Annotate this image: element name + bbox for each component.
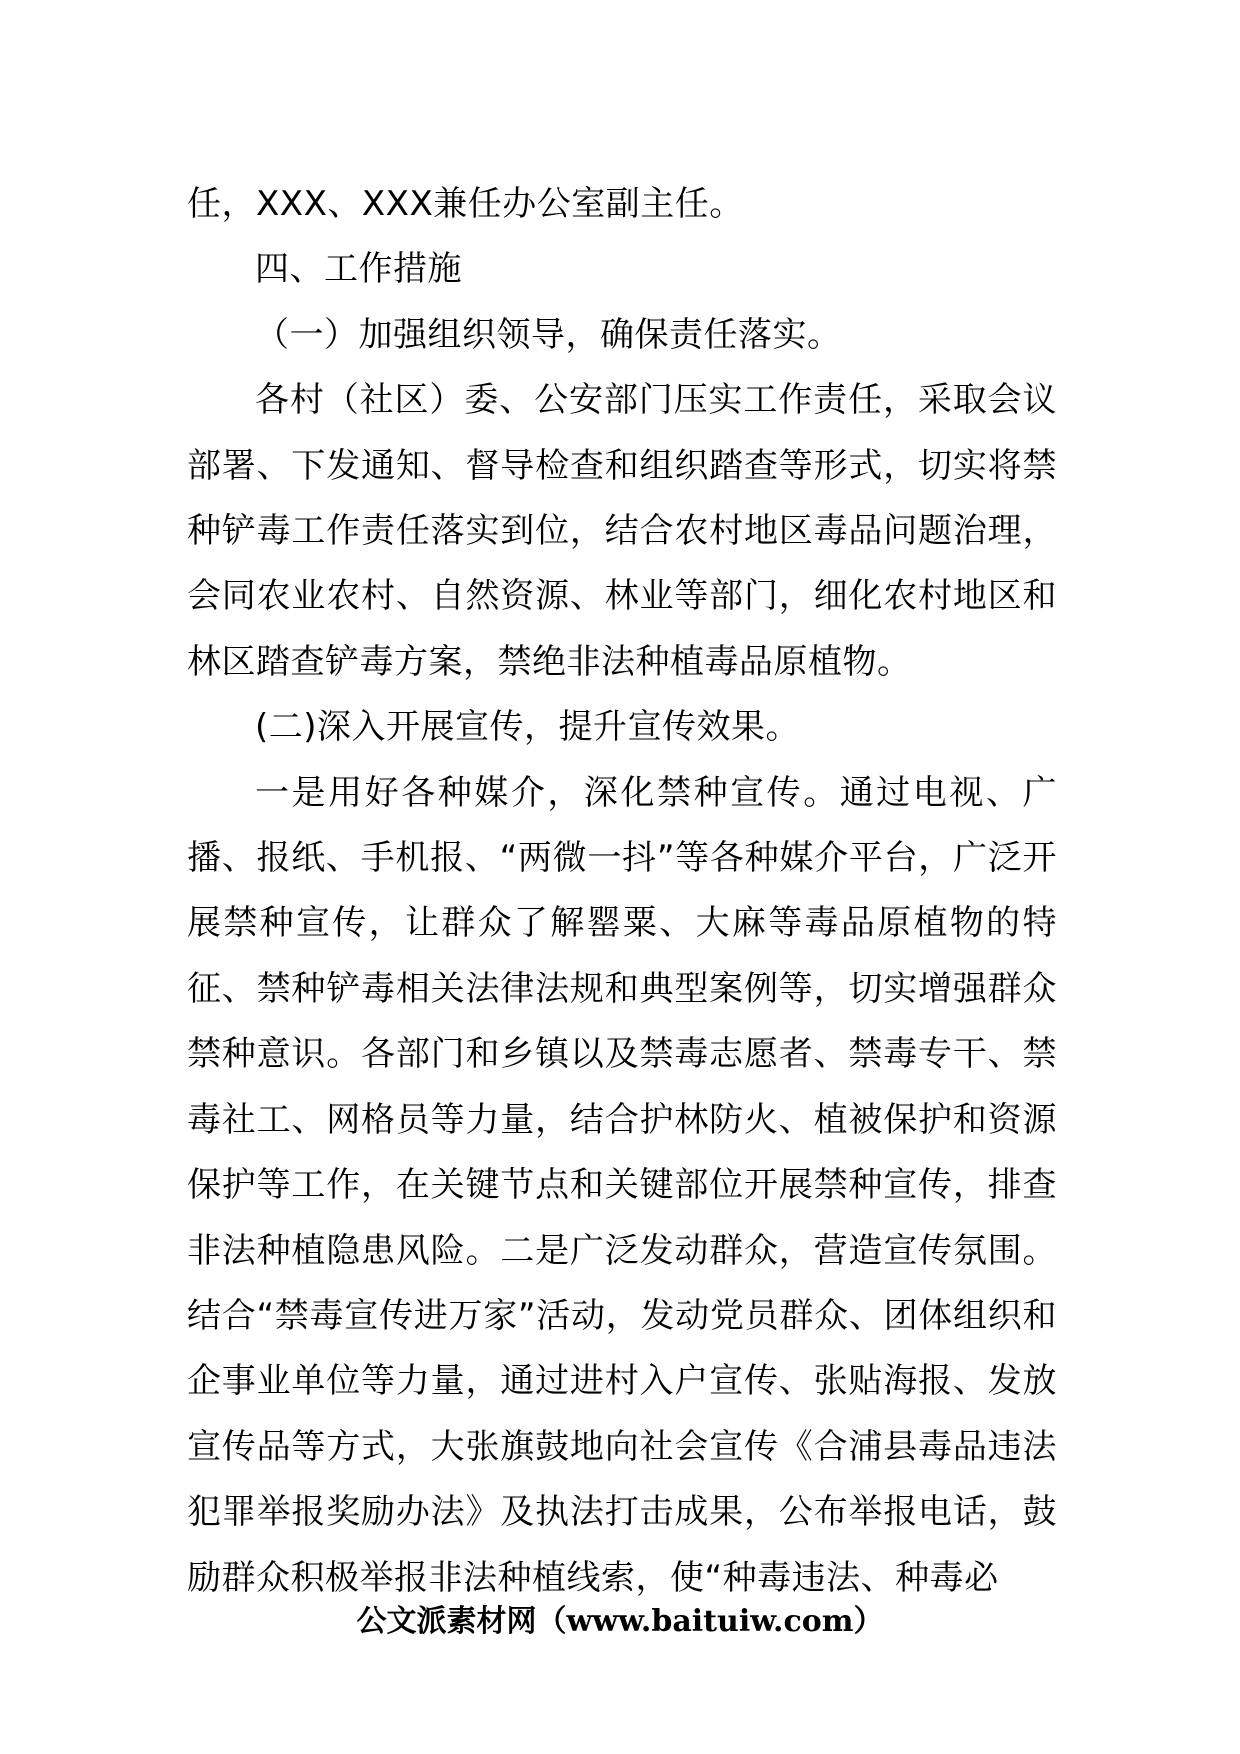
subheading-organization: （一）加强组织领导，确保责任落实。 — [255, 314, 842, 355]
paragraph-organization: 各村（社区）委、公安部门压实工作责任，采取会议部署、下发通知、督导检查和组织踏查等形式，切实将禁种铲毒工作责任落实到位，结合农村地区毒品问题治理，会同农业农村、自然资源、林业等部门，细化农村地区和林区踏查铲毒方案，禁绝非法种植毒品原植物。 — [187, 380, 1057, 682]
document-body — [187, 172, 1057, 1611]
subheading-publicity: (二)深入开展宣传，提升宣传效果。 — [255, 707, 801, 748]
footer-watermark: 公文派素材网（www.baituiw.com） — [356, 1604, 884, 1639]
section-heading-measures: 四、工作措施 — [255, 249, 462, 290]
paragraph-continuation: 任，XXX、XXX兼任办公室副主任。 — [187, 184, 744, 224]
paragraph-publicity: 一是用好各种媒介，深化禁种宣传。通过电视、广播、报纸、手机报、“两微一抖”等各种媒介平台，广泛开展禁种宣传，让群众了解罂粟、大麻等毒品原植物的特征、禁种铲毒相关法律法规和典型案例等，切实增强群众禁种意识。各部门和乡镇以及禁毒志愿者、禁毒专干、禁毒社工、网格员等力量，结合护林防火、植被保护和资源保护等工作，在关键节点和关键部位开展禁种宣传，排查非法种植隐患风险。二是广泛发动群众，营造宣传氛围。结合“禁毒宣传进万家”活动，发动党员群众、团体组织和企事业单位等力量，通过进村入户宣传、张贴海报、发放宣传品等方式，大张旗鼓地向社会宣传《合浦县毒品违法犯罪举报奖励办法》及执法打击成果，公布举报电话，鼓励群众积极举报非法种植线索，使“种毒违法、种毒必 — [187, 772, 1057, 1598]
